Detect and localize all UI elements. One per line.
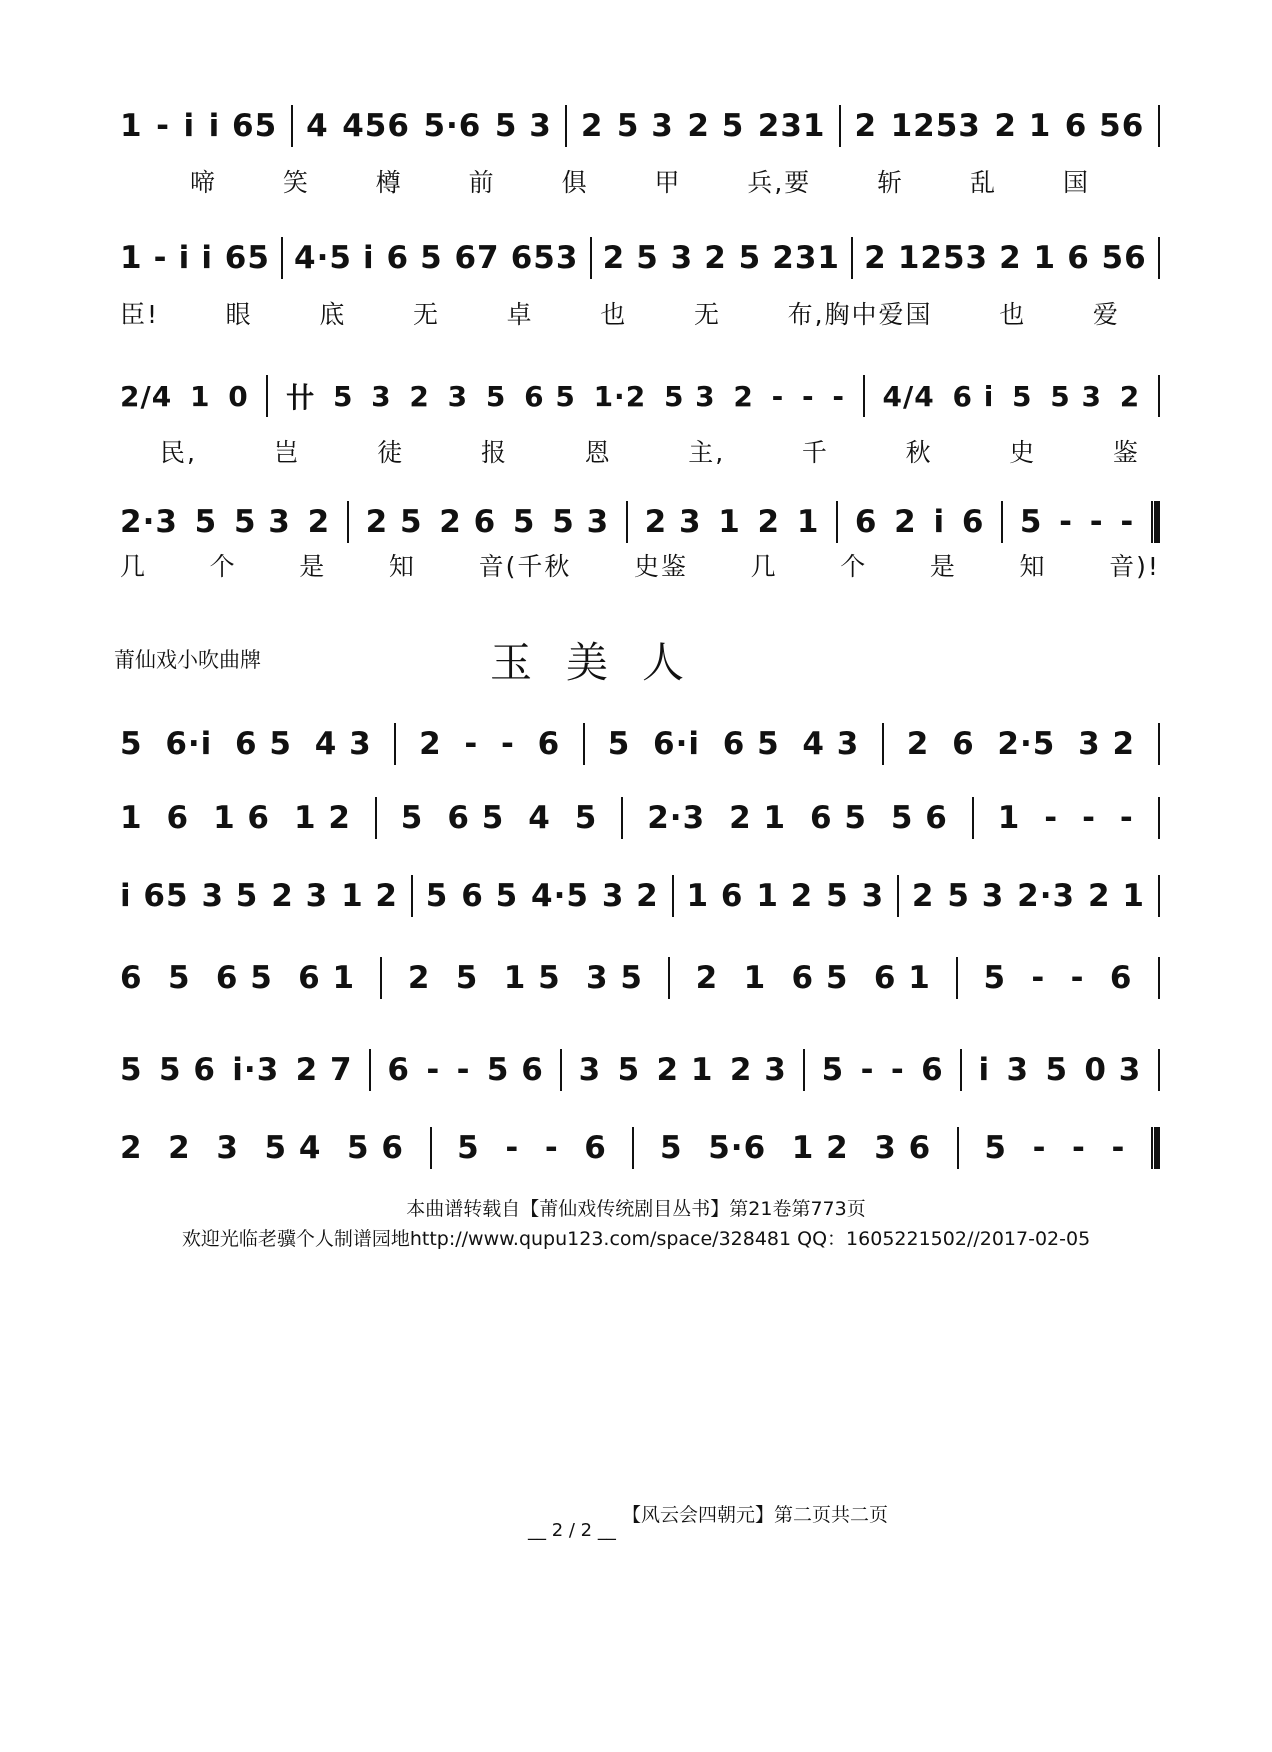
note-token: 2·3 <box>120 504 178 540</box>
barline <box>430 1127 432 1169</box>
note-token: 5 <box>607 726 631 762</box>
note-token: 3 6 <box>874 1130 932 1166</box>
melody-notes-4 <box>120 950 1160 1006</box>
note-token: 0 <box>228 379 249 413</box>
note-token: 2·3 <box>1017 878 1076 914</box>
note-token: 0 3 <box>1084 1052 1142 1088</box>
note-token: 5 3 <box>947 878 1005 914</box>
barline <box>960 1049 962 1091</box>
barline <box>621 797 623 839</box>
lyrics-row-3 <box>120 434 1160 468</box>
melody-row-1 <box>120 716 1160 772</box>
note-token: 6 5 <box>461 878 519 914</box>
melody-row-4 <box>120 950 1160 1006</box>
lyric-syllable: 恩 <box>584 438 612 467</box>
note-token: 1 <box>120 800 143 836</box>
note-token: 653 <box>510 240 579 276</box>
note-token: 6 <box>120 960 143 996</box>
note-token: 6 5 <box>215 960 273 996</box>
note-token: i 65 <box>120 878 189 914</box>
melody-notes-1 <box>120 716 1160 772</box>
note-token: 2 <box>733 379 754 413</box>
note-token: 3 <box>861 878 885 914</box>
note-token: 1·2 <box>593 379 647 413</box>
note-token: 2 3 <box>729 1052 787 1088</box>
note-token: i <box>183 108 196 144</box>
barline <box>956 957 958 999</box>
page-title-note: 【风云会四朝元】第二页共二页 <box>622 1504 889 1526</box>
note-token: 5 <box>1045 1052 1069 1088</box>
barline <box>957 1127 959 1169</box>
note-token: 6 56 <box>1067 240 1147 276</box>
note-token: 3 <box>1006 1052 1030 1088</box>
note-token: 231 <box>757 108 826 144</box>
note-token: 1 <box>997 800 1021 836</box>
note-token: 4 3 <box>802 726 860 762</box>
note-token: - <box>1031 960 1046 996</box>
note-token: 4 3 <box>314 726 372 762</box>
section-label: 莆仙戏小吹曲牌 <box>114 648 261 672</box>
note-token: 5 3 <box>552 504 610 540</box>
note-token: 1 5 <box>503 960 561 996</box>
lyric-syllable: 千 <box>801 438 829 467</box>
lyric-syllable: 国 <box>1062 168 1090 197</box>
note-token: 6 <box>166 800 190 836</box>
note-token: 6 5 <box>722 726 780 762</box>
note-token: 2 <box>757 504 781 540</box>
barline <box>369 1049 371 1091</box>
note-token: 2 <box>1119 379 1141 413</box>
barline <box>1001 501 1003 543</box>
note-token: 1 2 <box>293 800 351 836</box>
note-token: 4·5 <box>531 878 589 914</box>
barline <box>281 237 283 279</box>
note-token: 3 <box>447 379 469 413</box>
note-token: 5 6 <box>486 1052 544 1088</box>
note-token: i <box>978 1052 991 1088</box>
note-token: 5 3 <box>1050 379 1102 413</box>
note-token: i 65 <box>201 240 270 276</box>
note-token: 2·5 <box>997 726 1056 762</box>
note-token: 2 1 <box>999 240 1057 276</box>
lyric-syllable: 徒 <box>377 438 405 467</box>
barline <box>836 501 838 543</box>
barline <box>1158 237 1160 279</box>
note-token: 卄 <box>286 381 316 414</box>
barline <box>882 723 884 765</box>
barline <box>863 375 865 417</box>
note-token: 2 5 <box>365 504 423 540</box>
final-barline <box>1151 1127 1160 1169</box>
note-token: 2 5 <box>687 108 745 144</box>
note-token: - <box>802 379 815 413</box>
note-token: - <box>1059 504 1073 540</box>
note-token: 2 <box>911 878 935 914</box>
barline <box>1158 723 1160 765</box>
lyric-syllable: 也 <box>999 300 1027 329</box>
notes-row-1 <box>120 98 1160 154</box>
lyric-syllable: 几 <box>750 552 778 581</box>
note-token: 6 <box>1109 960 1133 996</box>
note-token: - <box>1032 1130 1047 1166</box>
note-token: 2 <box>407 960 431 996</box>
lyric-syllable: 报 <box>480 438 508 467</box>
note-token: 2 <box>409 379 430 413</box>
lyric-syllable: 樽 <box>375 168 403 197</box>
barline <box>803 1049 805 1091</box>
lyric-syllable: 也 <box>600 300 628 329</box>
note-token: 3 <box>216 1130 239 1166</box>
lyric-syllable: 臣! <box>120 300 160 329</box>
note-token: - <box>1070 960 1085 996</box>
note-token: i·3 <box>232 1052 280 1088</box>
note-token: - <box>1089 504 1104 540</box>
note-token: 2 3 <box>644 504 702 540</box>
note-token: - <box>1082 800 1096 836</box>
note-token: 2 1 <box>656 1052 714 1088</box>
note-token: 3 2 <box>601 878 659 914</box>
note-token: - <box>426 1052 441 1088</box>
lyric-syllable: 史鉴 <box>633 552 688 581</box>
barline <box>1158 797 1160 839</box>
note-token: 6 5 <box>791 960 849 996</box>
barline <box>291 105 293 147</box>
note-token: 5 <box>120 1052 143 1088</box>
melody-row-3 <box>120 868 1160 924</box>
note-token: 3 <box>578 1052 602 1088</box>
lyric-syllable: 卓 <box>506 300 534 329</box>
barline <box>626 501 628 543</box>
note-token: 5 <box>485 379 507 413</box>
note-token: 1253 <box>890 108 981 144</box>
note-token: - <box>1111 1130 1126 1166</box>
note-token: - <box>501 726 515 762</box>
note-token: 1 6 <box>686 878 744 914</box>
note-token: 5·6 <box>708 1130 767 1166</box>
melody-notes-2 <box>120 790 1160 846</box>
barline <box>851 237 853 279</box>
note-token: 2 1 <box>729 800 787 836</box>
barline <box>565 105 567 147</box>
lyric-syllable: 无 <box>693 300 721 329</box>
note-token: 5 <box>983 960 1007 996</box>
note-token: 3 <box>371 379 392 413</box>
note-token: i 65 <box>208 108 278 144</box>
lyrics-row-4 <box>120 548 1160 582</box>
lyric-syllable: 是 <box>299 552 327 581</box>
barline <box>1158 875 1160 917</box>
barline <box>839 105 841 147</box>
note-token: 2 <box>894 504 917 540</box>
note-token: 2 <box>168 1130 191 1166</box>
note-token: 6 <box>387 1052 410 1088</box>
note-token: - <box>860 1052 875 1088</box>
staff-row-4 <box>120 494 1160 598</box>
note-token: 5 3 <box>636 240 694 276</box>
melody-notes-5 <box>120 1042 1160 1098</box>
note-token: - <box>153 240 168 276</box>
note-token: 6 <box>584 1130 607 1166</box>
lyric-syllable: 斩 <box>877 168 905 197</box>
note-token: 6 1 <box>873 960 931 996</box>
note-token: 5 <box>512 504 536 540</box>
barline <box>632 1127 634 1169</box>
lyric-syllable: 啼 <box>190 168 218 197</box>
melody-row-5 <box>120 1042 1160 1098</box>
credit-note: 欢迎光临老骥个人制谱园地http://www.qupu123.com/space/328481 QQ：1605221502//2017-02-05 <box>181 1228 1091 1250</box>
lyric-syllable: 爱 <box>1092 300 1120 329</box>
lyric-syllable: 主, <box>688 438 726 467</box>
note-token: - <box>1072 1130 1086 1166</box>
note-token: 2·3 <box>647 800 706 836</box>
note-token: 5 <box>457 1130 480 1166</box>
note-token: 6 56 <box>1064 108 1145 144</box>
melody-row-2 <box>120 790 1160 846</box>
lyric-syllable: 俱 <box>561 168 589 197</box>
lyric-syllable: 岂 <box>273 438 301 467</box>
barline <box>583 723 585 765</box>
lyric-syllable: 兵,要 <box>747 168 812 197</box>
note-token: 4/4 <box>882 379 935 413</box>
barline <box>1158 105 1160 147</box>
note-token: - <box>464 726 479 762</box>
notes-row-4 <box>120 494 1160 550</box>
note-token: 2 <box>307 504 331 540</box>
lyric-syllable: 音)! <box>1109 552 1160 581</box>
note-token: 2 5 <box>704 240 762 276</box>
note-token: 4 <box>306 108 329 144</box>
lyric-syllable: 甲 <box>654 168 682 197</box>
note-token: 1253 <box>897 240 989 276</box>
note-token: 1 6 <box>213 800 270 836</box>
note-token: 6 5 <box>524 379 576 413</box>
lyric-syllable: 乱 <box>970 168 998 197</box>
note-token: 1 2 <box>791 1130 849 1166</box>
note-token: 456 <box>342 108 410 144</box>
note-token: - <box>1120 504 1135 540</box>
note-token: 231 <box>772 240 840 276</box>
note-token: 5 <box>1012 379 1033 413</box>
lyric-syllable: 民, <box>160 438 197 467</box>
note-token: 2 <box>854 108 878 144</box>
note-token: 2 <box>906 726 930 762</box>
note-token: 1 2 <box>756 878 814 914</box>
note-token: 6 5 <box>810 800 867 836</box>
lyric-syllable: 鉴 <box>1112 438 1140 467</box>
note-token: 3 5 <box>586 960 643 996</box>
note-token: 5 <box>400 800 424 836</box>
lyric-syllable: 音(千秋 <box>478 552 572 581</box>
note-token: 5 <box>455 960 479 996</box>
note-token: 2 <box>419 726 442 762</box>
final-barline <box>1151 501 1160 543</box>
note-token: 2 1 <box>1087 878 1145 914</box>
note-token: 1 <box>120 240 143 276</box>
lyric-syllable: 布,胸中爱国 <box>787 300 933 329</box>
note-token: 6 i <box>952 379 995 413</box>
note-token: - <box>505 1130 520 1166</box>
lyric-syllable: 知 <box>388 552 416 581</box>
melody-notes-6 <box>120 1120 1160 1176</box>
note-token: 1 <box>189 379 211 413</box>
note-token: 5 <box>574 800 598 836</box>
note-token: 5 <box>821 1052 845 1088</box>
note-token: 5 <box>425 878 449 914</box>
lyrics-row-2 <box>120 296 1160 330</box>
lyrics-row-1 <box>120 164 1160 198</box>
barline <box>897 875 899 917</box>
barline <box>394 723 396 765</box>
barline <box>668 957 670 999</box>
note-token: 5 3 <box>663 379 716 413</box>
note-token: 6·i <box>653 726 700 762</box>
melody-row-6 <box>120 1120 1160 1176</box>
note-token: - <box>832 379 846 413</box>
barline <box>1158 957 1160 999</box>
lyric-syllable: 史 <box>1009 438 1037 467</box>
source-note: 本曲谱转载自【莆仙戏传统剧目丛书】第21卷第773页 <box>406 1198 866 1220</box>
note-token: 2 7 <box>295 1052 353 1088</box>
note-token: 6 <box>961 504 985 540</box>
barline <box>347 501 349 543</box>
lyric-syllable: 个 <box>840 552 868 581</box>
note-token: 5 <box>1019 504 1043 540</box>
barline <box>972 797 974 839</box>
note-token: 6·i <box>165 726 213 762</box>
barline <box>375 797 377 839</box>
note-token: 6 <box>854 504 878 540</box>
note-token: 5 3 <box>494 108 552 144</box>
note-token: 6 5 <box>235 726 292 762</box>
note-token: 6 <box>537 726 561 762</box>
note-token: - <box>771 379 785 413</box>
note-token: 6 <box>921 1052 944 1088</box>
note-token: - <box>890 1052 905 1088</box>
note-token: 3 5 <box>201 878 259 914</box>
note-token: - <box>1119 800 1134 836</box>
note-token: 1 <box>120 108 143 144</box>
note-token: 6 5 <box>447 800 505 836</box>
note-token: 3 2 <box>1078 726 1136 762</box>
note-token: 1 2 <box>341 878 398 914</box>
barline <box>1158 1049 1160 1091</box>
staff-row-2 <box>120 230 1160 334</box>
note-token: 2 <box>602 240 626 276</box>
note-token: 4·5 <box>294 240 352 276</box>
note-token: 5 3 <box>616 108 674 144</box>
note-token: 5·6 <box>423 108 482 144</box>
lyric-syllable: 眼 <box>225 300 253 329</box>
note-token: 5 6 <box>890 800 948 836</box>
note-token: i <box>933 504 946 540</box>
barline <box>380 957 382 999</box>
note-token: 5 <box>826 878 849 914</box>
note-token: 6 1 <box>298 960 356 996</box>
note-token: 5 67 <box>420 240 500 276</box>
note-token: 2 <box>580 108 604 144</box>
note-token: - <box>156 108 170 144</box>
lyric-syllable: 几 <box>120 552 148 581</box>
note-token: 5 <box>332 379 354 413</box>
note-token: 5 <box>120 726 143 762</box>
note-token: 2 <box>120 1130 143 1166</box>
note-token: 4 <box>528 800 551 836</box>
note-token: 2/4 <box>120 379 173 413</box>
note-token: - <box>456 1052 471 1088</box>
note-token: 1 <box>718 504 741 540</box>
note-token: 5 <box>617 1052 641 1088</box>
staff-row-3 <box>120 368 1160 472</box>
lyric-syllable: 笑 <box>282 168 310 197</box>
note-token: i 6 <box>363 240 410 276</box>
barline <box>411 875 413 917</box>
lyric-syllable: 无 <box>412 300 440 329</box>
melody-notes-3 <box>120 868 1160 924</box>
note-token: 1 <box>743 960 767 996</box>
barline <box>560 1049 562 1091</box>
note-token: 2 <box>864 240 887 276</box>
lyric-syllable: 知 <box>1019 552 1047 581</box>
note-token: 5 <box>660 1130 683 1166</box>
lyric-syllable: 底 <box>319 300 347 329</box>
note-token: 1 <box>796 504 820 540</box>
note-token: 5 4 <box>264 1130 322 1166</box>
note-token: 5 <box>167 960 191 996</box>
barline <box>672 875 674 917</box>
page-number: __ 2 / 2 __ <box>528 1520 616 1541</box>
lyric-syllable: 是 <box>929 552 957 581</box>
barline <box>590 237 592 279</box>
note-token: 5 6 <box>158 1052 216 1088</box>
note-token: 5 <box>194 504 218 540</box>
note-token: 2 6 <box>439 504 497 540</box>
notes-row-3 <box>120 368 1160 424</box>
barline <box>1158 375 1160 417</box>
note-token: 5 6 <box>347 1130 404 1166</box>
note-token: - <box>1044 800 1059 836</box>
section-title: 玉美人 <box>490 638 719 687</box>
note-token: 2 3 <box>271 878 329 914</box>
note-token: 2 1 <box>994 108 1052 144</box>
note-token: 6 <box>952 726 975 762</box>
barline <box>266 375 268 417</box>
notes-row-2 <box>120 230 1160 286</box>
lyric-syllable: 前 <box>468 168 496 197</box>
note-token: i <box>178 240 191 276</box>
lyric-syllable: 个 <box>209 552 237 581</box>
note-token: 5 3 <box>233 504 291 540</box>
note-token: - <box>544 1130 559 1166</box>
note-token: 2 <box>695 960 719 996</box>
staff-row-1 <box>120 98 1160 202</box>
lyric-syllable: 秋 <box>905 438 933 467</box>
note-token: 5 <box>984 1130 1007 1166</box>
